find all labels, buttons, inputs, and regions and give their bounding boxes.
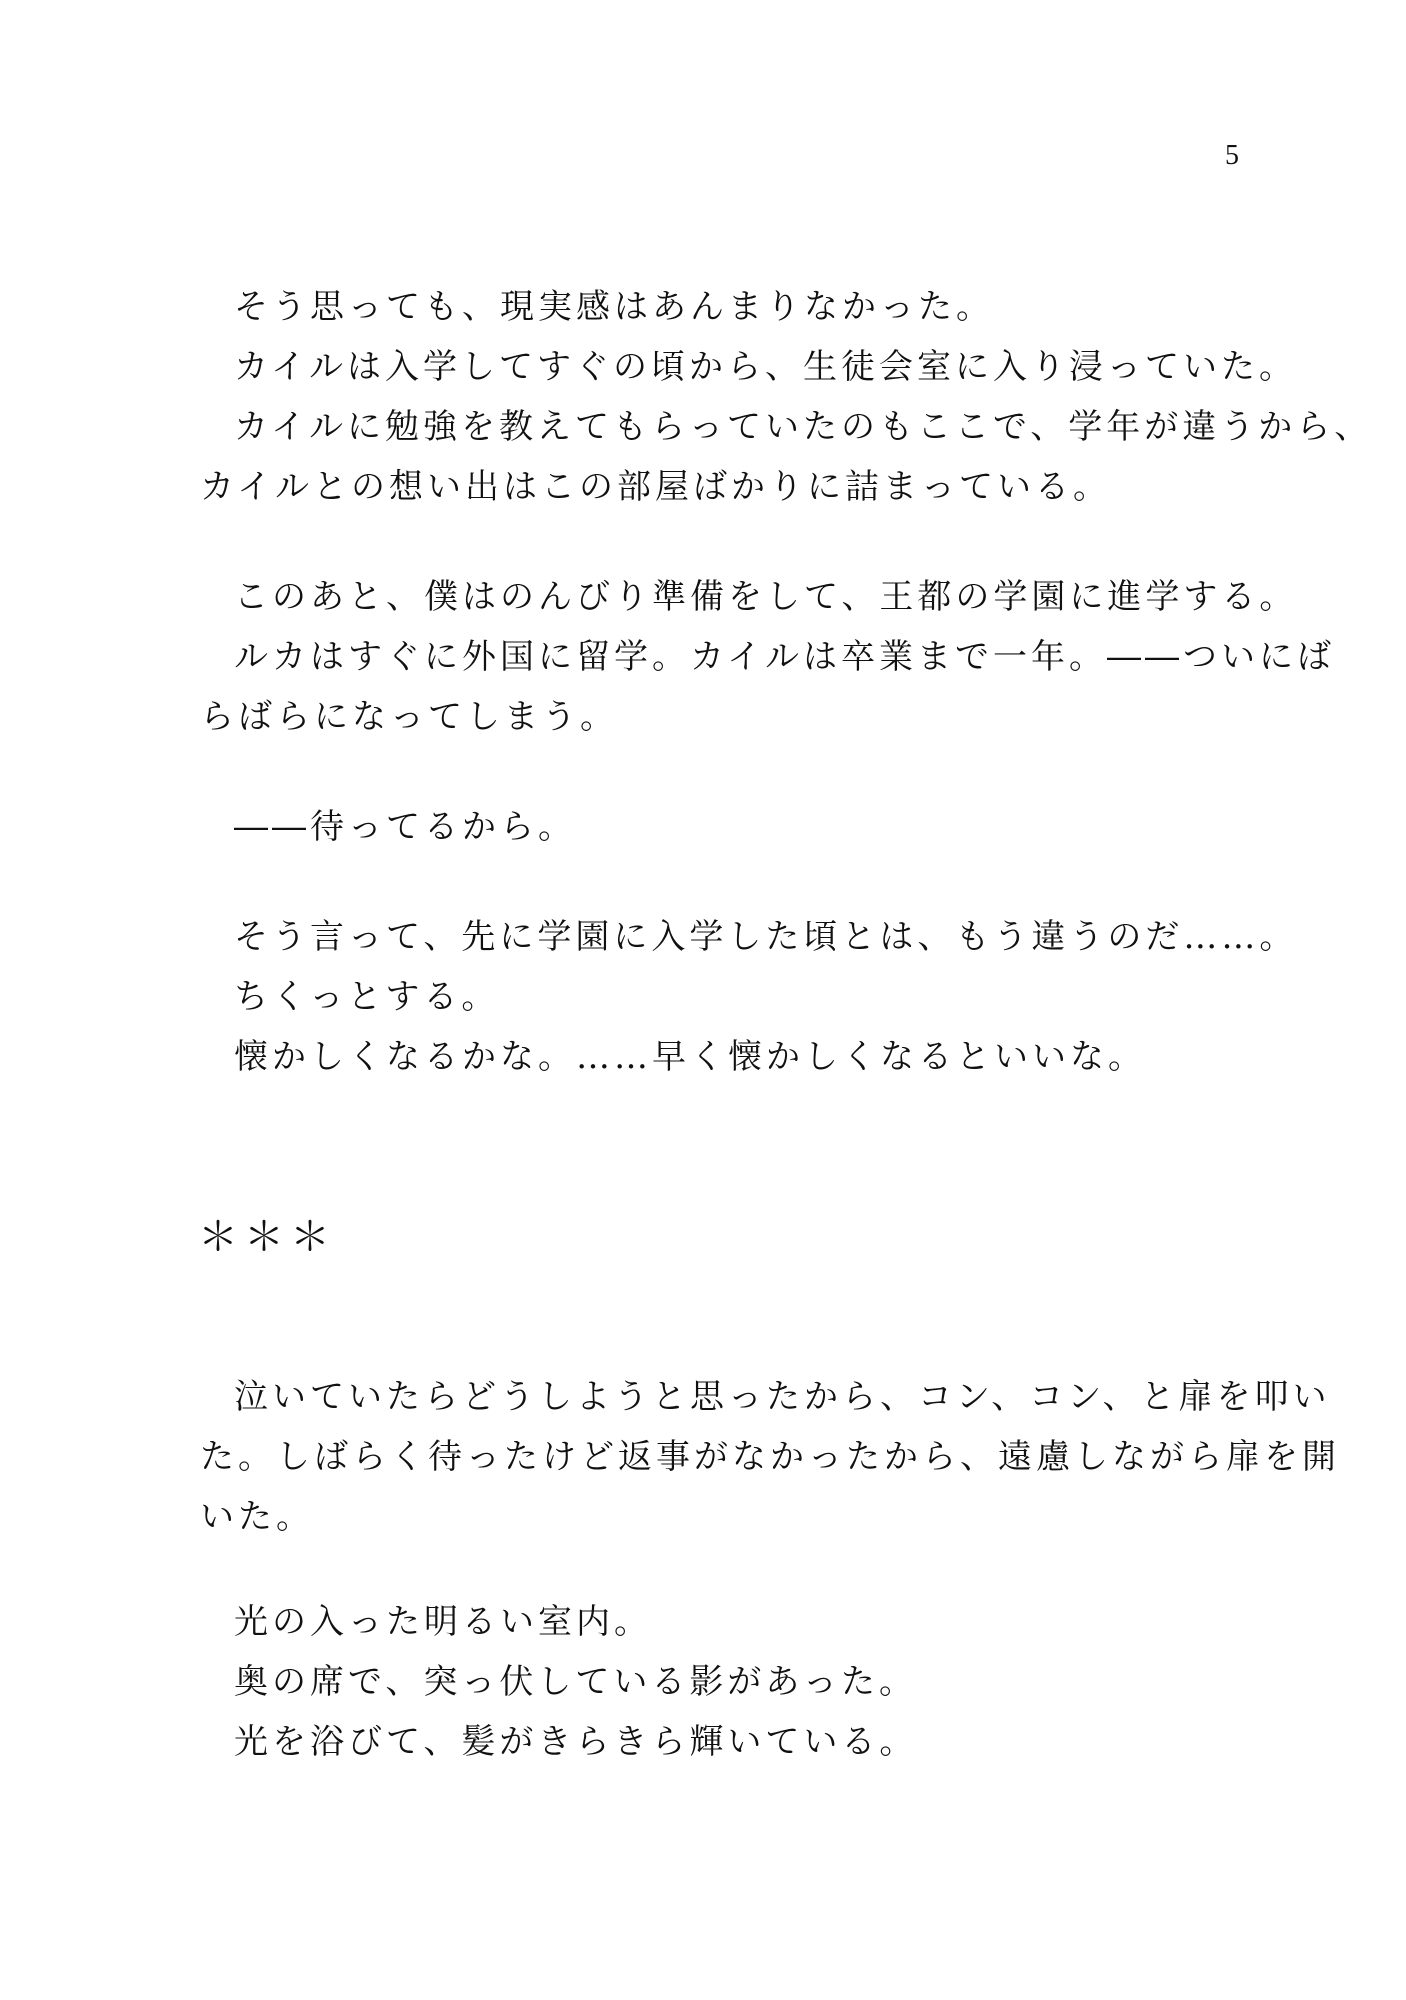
text-line: ルカはすぐに外国に留学。カイルは卒業まで一年。――ついにば	[234, 637, 1335, 677]
page-number: 5	[1225, 140, 1239, 171]
text-line: 奥の席で、突っ伏している影があった。	[234, 1662, 917, 1702]
text-line: ちくっとする。	[234, 977, 500, 1017]
text-line: らばらになってしまう。	[200, 697, 618, 737]
text-line: ――待ってるから。	[234, 807, 576, 847]
text-line: そう思っても、現実感はあんまりなかった。	[234, 287, 994, 327]
text-line: カイルとの想い出はこの部屋ばかりに詰まっている。	[200, 467, 1111, 507]
text-line: 光を浴びて、髪がきらきら輝いている。	[234, 1722, 918, 1762]
text-line: このあと、僕はのんびり準備をして、王都の学園に進学する。	[234, 577, 1298, 617]
text-line: 泣いていたらどうしようと思ったから、コン、コン、と扉を叩い	[234, 1377, 1331, 1417]
scene-break: ＊＊＊	[198, 1214, 336, 1260]
text-line: そう言って、先に学園に入学した頃とは、もう違うのだ……。	[234, 917, 1298, 957]
text-line: いた。	[200, 1497, 314, 1537]
text-line: た。しばらく待ったけど返事がなかったから、遠慮しながら扉を開	[200, 1437, 1340, 1477]
text-line: カイルに勉強を教えてもらっていたのもここで、学年が違うから、	[234, 407, 1373, 447]
text-line: 光の入った明るい室内。	[234, 1602, 652, 1642]
text-line: カイルは入学してすぐの頃から、生徒会室に入り浸っていた。	[234, 347, 1297, 387]
text-line: 懐かしくなるかな。……早く懐かしくなるといいな。	[234, 1037, 1146, 1077]
